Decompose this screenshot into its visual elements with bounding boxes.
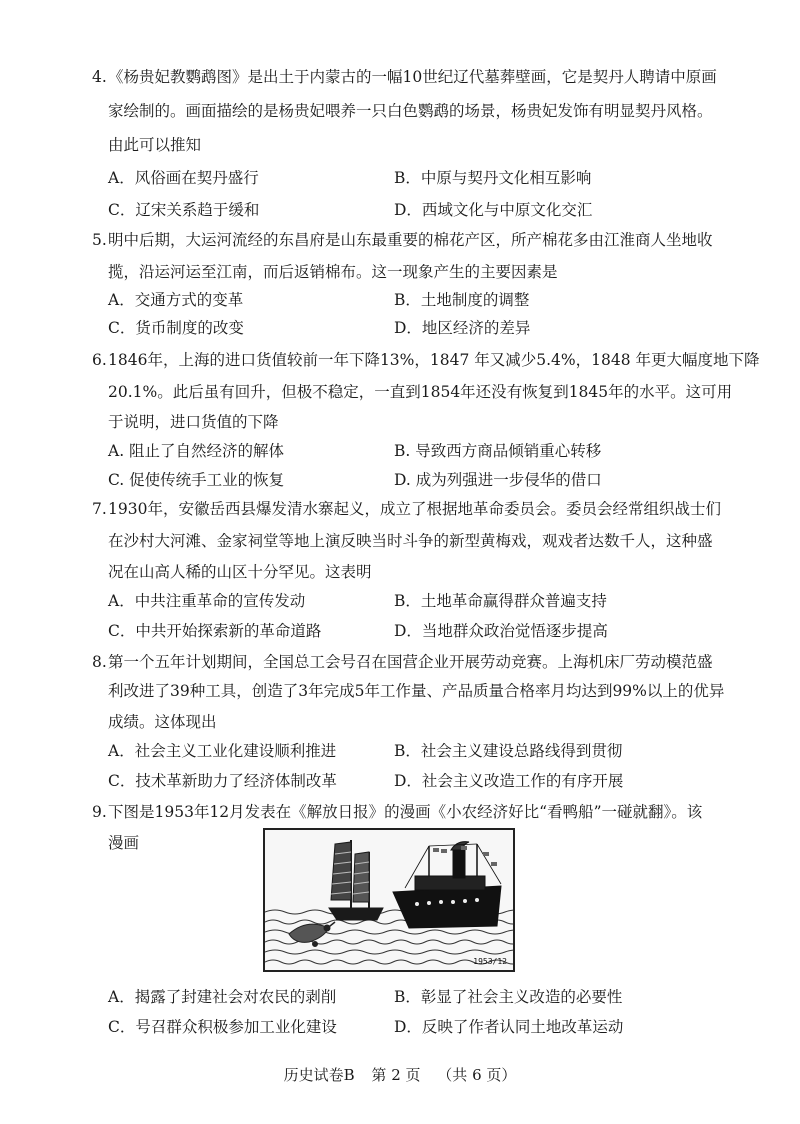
question-number: 9. <box>92 803 107 821</box>
cartoon-image <box>263 828 515 972</box>
option-d: D．反映了作者认同土地改革运动 <box>394 1018 624 1036</box>
question-stem-line: 成绩。这体现出 <box>108 713 217 731</box>
option-c: C. 促使传统手工业的恢复 <box>108 471 285 489</box>
question-stem-line: 第一个五年计划期间，全国总工会号召在国营企业开展劳动竞赛。上海机床厂劳动模范盛 <box>108 653 713 671</box>
option-c: C．货币制度的改变 <box>108 319 244 337</box>
question-stem-line: 《杨贵妃教鹦鹉图》是出土于内蒙古的一幅10世纪辽代墓葬壁画，它是契丹人聘请中原画 <box>108 68 717 86</box>
question-stem-line: 揽，沿运河运至江南，而后返销棉布。这一现象产生的主要因素是 <box>108 263 558 281</box>
option-b: B．社会主义建设总路线得到贯彻 <box>394 742 623 760</box>
question-stem-line: 1930年，安徽岳西县爆发清水寨起义，成立了根据地革命委员会。委员会经常组织战士们 <box>108 500 721 518</box>
option-b: B．土地制度的调整 <box>394 291 530 309</box>
question-number: 6. <box>92 351 107 369</box>
footer-subject: 历史试卷B <box>283 1066 355 1084</box>
question-stem-line: 利改进了39种工具，创造了3年完成5年工作量、产品质量合格率月均达到99%以上的优异 <box>108 682 725 700</box>
question-stem-line: 家绘制的。画面描绘的是杨贵妃喂养一只白色鹦鹉的场景，杨贵妃发饰有明显契丹风格。 <box>108 102 713 120</box>
question-stem-line: 1846年，上海的进口货值较前一年下降13%，1847 年又减少5.4%，1848 年更大幅度地下降 <box>108 351 760 369</box>
question-number: 8. <box>92 653 107 671</box>
question-stem-line: 由此可以推知 <box>108 136 202 154</box>
option-b: B．土地革命赢得群众普遍支持 <box>394 592 607 610</box>
option-c: C．辽宋关系趋于缓和 <box>108 201 260 219</box>
question-stem-line: 于说明，进口货值的下降 <box>108 413 279 431</box>
option-a: A．社会主义工业化建设顺利推进 <box>108 742 337 760</box>
question-stem-line: 20.1%。此后虽有回升，但极不稳定，一直到1854年还没有恢复到1845年的水平。这可用 <box>108 383 733 401</box>
option-c: C．中共开始探索新的革命道路 <box>108 622 322 640</box>
option-d: D．地区经济的差异 <box>394 319 531 337</box>
question-number: 5. <box>92 231 107 249</box>
option-b: B. 导致西方商品倾销重心转移 <box>394 442 602 460</box>
question-number: 4. <box>92 68 107 86</box>
option-a: A．交通方式的变革 <box>108 291 244 309</box>
option-d: D．社会主义改造工作的有序开展 <box>394 772 624 790</box>
option-c: C．技术革新助力了经济体制改革 <box>108 772 337 790</box>
option-a: A．中共注重革命的宣传发动 <box>108 592 306 610</box>
footer-total: （共 6 页） <box>437 1066 517 1084</box>
question-stem-line: 明中后期，大运河流经的东昌府是山东最重要的棉花产区，所产棉花多由江淮商人坐地收 <box>108 231 713 249</box>
option-d: D．西域文化与中原文化交汇 <box>394 201 593 219</box>
option-c: C．号召群众积极参加工业化建设 <box>108 1018 337 1036</box>
option-b: B．中原与契丹文化相互影响 <box>394 169 592 187</box>
option-a: A．风俗画在契丹盛行 <box>108 169 259 187</box>
option-d: D. 成为列强进一步侵华的借口 <box>394 471 602 489</box>
question-stem-line: 况在山高人稀的山区十分罕见。这表明 <box>108 563 372 581</box>
footer-page: 第 2 页 <box>371 1066 421 1084</box>
question-number: 7. <box>92 500 107 518</box>
question-stem-line: 在沙村大河滩、金家祠堂等地上演反映当时斗争的新型黄梅戏，观戏者达数千人，这种盛 <box>108 532 713 550</box>
cartoon-date-label: 1953/12 <box>473 957 507 966</box>
page-footer <box>0 1064 800 1085</box>
question-stem-line: 漫画 <box>108 834 140 852</box>
option-a: A．揭露了封建社会对农民的剥削 <box>108 988 337 1006</box>
option-b: B．彰显了社会主义改造的必要性 <box>394 988 623 1006</box>
option-d: D．当地群众政治觉悟逐步提高 <box>394 622 608 640</box>
question-stem-line: 下图是1953年12月发表在《解放日报》的漫画《小农经济好比“看鸭船”一碰就翻》。该 <box>108 803 703 821</box>
option-a: A. 阻止了自然经济的解体 <box>108 442 285 460</box>
